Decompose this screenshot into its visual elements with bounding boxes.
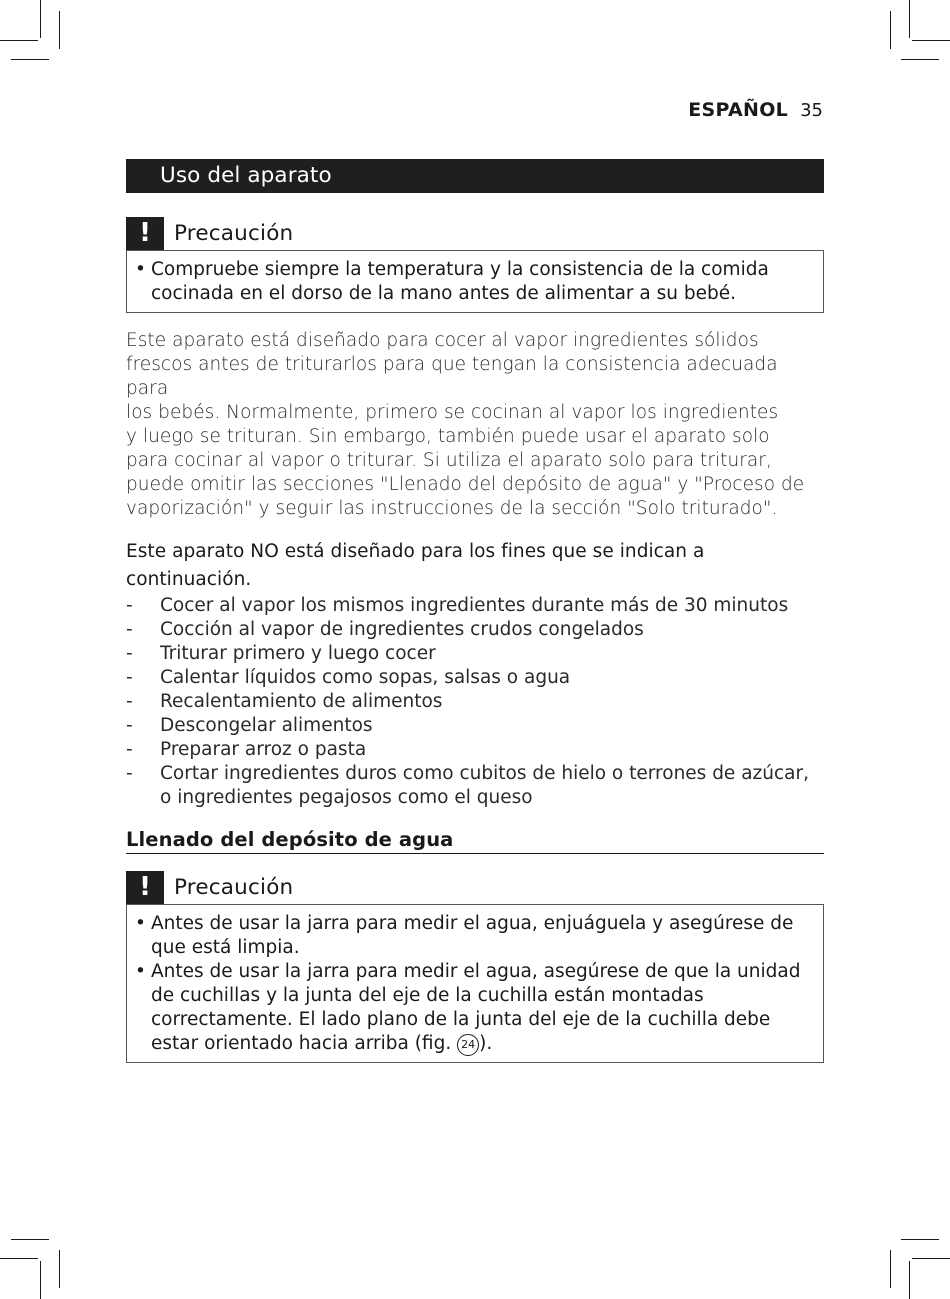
caution-item-content: [151, 960, 809, 1056]
list-item-text: Triturar primero y luego cocer: [160, 643, 436, 664]
page-header: [688, 99, 823, 121]
caution-title: Precaución: [174, 221, 294, 246]
intro-line: para cocinar al vapor o triturar. Si utiliza el aparato solo para triturar,: [126, 450, 772, 471]
figure-suffix: ).: [479, 1033, 493, 1054]
crop-mark: [11, 1239, 49, 1240]
bullet: •: [135, 961, 146, 982]
list-item: - Cortar ingredientes duros como cubitos de hielo o terrones de azúcar, o ingredientes pegajosos como el queso: [126, 762, 824, 810]
page-number: 35: [800, 100, 823, 121]
caution-header: [126, 217, 824, 250]
not-intended-heading-line: continuación.: [126, 569, 252, 590]
caution-item-text: Antes de usar la jarra para medir el agua, enjuáguela y asegúrese de que está limpia.: [151, 913, 794, 958]
caution-item: [135, 258, 809, 306]
subsection-title: Llenado del depósito de agua: [126, 828, 824, 854]
crop-mark: [909, 0, 910, 38]
list-item-text: Calentar líquidos como sopas, salsas o agua: [160, 667, 571, 688]
list-item: - Triturar primero y luego cocer: [126, 643, 436, 664]
list-item: - Preparar arroz o pasta: [126, 739, 367, 760]
crop-mark: [40, 1261, 41, 1299]
exclamation-icon: !: [126, 871, 164, 904]
crop-mark: [11, 59, 49, 60]
intro-paragraph: [126, 329, 824, 521]
list-item: - Cocción al vapor de ingredientes crudos congelados: [126, 619, 644, 640]
intro-line: y luego se trituran. Sin embargo, también puede usar el aparato solo: [126, 426, 770, 447]
language-label: ESPAÑOL: [688, 99, 789, 121]
caution-title: Precaución: [174, 875, 294, 900]
list-item: - Calentar líquidos como sopas, salsas o agua: [126, 667, 571, 688]
crop-mark: [909, 1261, 910, 1299]
list-item-text: Preparar arroz o pasta: [160, 739, 367, 760]
not-intended-heading-line: Este aparato NO está diseñado para los fines que se indican a: [126, 541, 705, 562]
section-title: Uso del aparato: [126, 159, 824, 193]
list-item: - Recalentamiento de alimentos: [126, 691, 443, 712]
figure-reference: 24: [457, 1034, 479, 1056]
crop-mark: [912, 40, 950, 41]
list-item-text: Cocer al vapor los mismos ingredientes durante más de 30 minutos: [160, 595, 789, 616]
intro-line: vaporización" y seguir las instrucciones de la sección "Solo triturado".: [126, 498, 778, 519]
caution-item-text: Antes de usar la jarra para medir el agua, asegúrese de que la unidad de cuchillas y la junta del eje de la cuchilla están montadas correctamente. El lado plano de la junta del eje de la cuchilla debe estar orientado hacia arriba (fig.: [151, 961, 801, 1054]
list-item: - Descongelar alimentos: [126, 715, 373, 736]
crop-mark: [40, 0, 41, 38]
list-item: - Cocer al vapor los mismos ingredientes durante más de 30 minutos: [126, 595, 789, 616]
crop-mark: [901, 59, 939, 60]
crop-mark: [890, 1250, 891, 1288]
intro-line: los bebés. Normalmente, primero se cocinan al vapor los ingredientes: [126, 402, 779, 423]
list-item-text: Cortar ingredientes duros como cubitos de hielo o terrones de azúcar, o ingredientes pegajosos como el queso: [160, 763, 809, 808]
not-intended-list: [126, 594, 824, 810]
intro-line: puede omitir las secciones "Llenado del depósito de agua" y "Proceso de: [126, 474, 805, 495]
caution-item: [135, 960, 809, 1056]
list-item-text: Cocción al vapor de ingredientes crudos congelados: [160, 619, 644, 640]
list-item-text: Recalentamiento de alimentos: [160, 691, 443, 712]
intro-line: Este aparato está diseñado para cocer al vapor ingredientes sólidos: [126, 330, 759, 351]
list-item-text: Descongelar alimentos: [160, 715, 373, 736]
intro-line: frescos antes de triturarlos para que tengan la consistencia adecuada para: [126, 354, 778, 399]
caution-header: [126, 871, 824, 904]
crop-mark: [890, 11, 891, 49]
not-intended-heading: [126, 538, 824, 594]
crop-mark: [59, 1250, 60, 1288]
bullet: •: [135, 259, 146, 280]
exclamation-icon: !: [126, 217, 164, 250]
crop-mark: [0, 1258, 38, 1259]
caution-box: [126, 904, 824, 1063]
crop-mark: [901, 1239, 939, 1240]
caution-item-text: Compruebe siempre la temperatura y la consistencia de la comida cocinada en el dorso de la mano antes de alimentar a su bebé.: [151, 259, 769, 304]
bullet: •: [135, 913, 146, 934]
page-content: [126, 159, 824, 1063]
crop-mark: [59, 11, 60, 49]
caution-box: [126, 250, 824, 313]
caution-item: [135, 912, 809, 960]
crop-mark: [912, 1258, 950, 1259]
crop-mark: [0, 40, 38, 41]
